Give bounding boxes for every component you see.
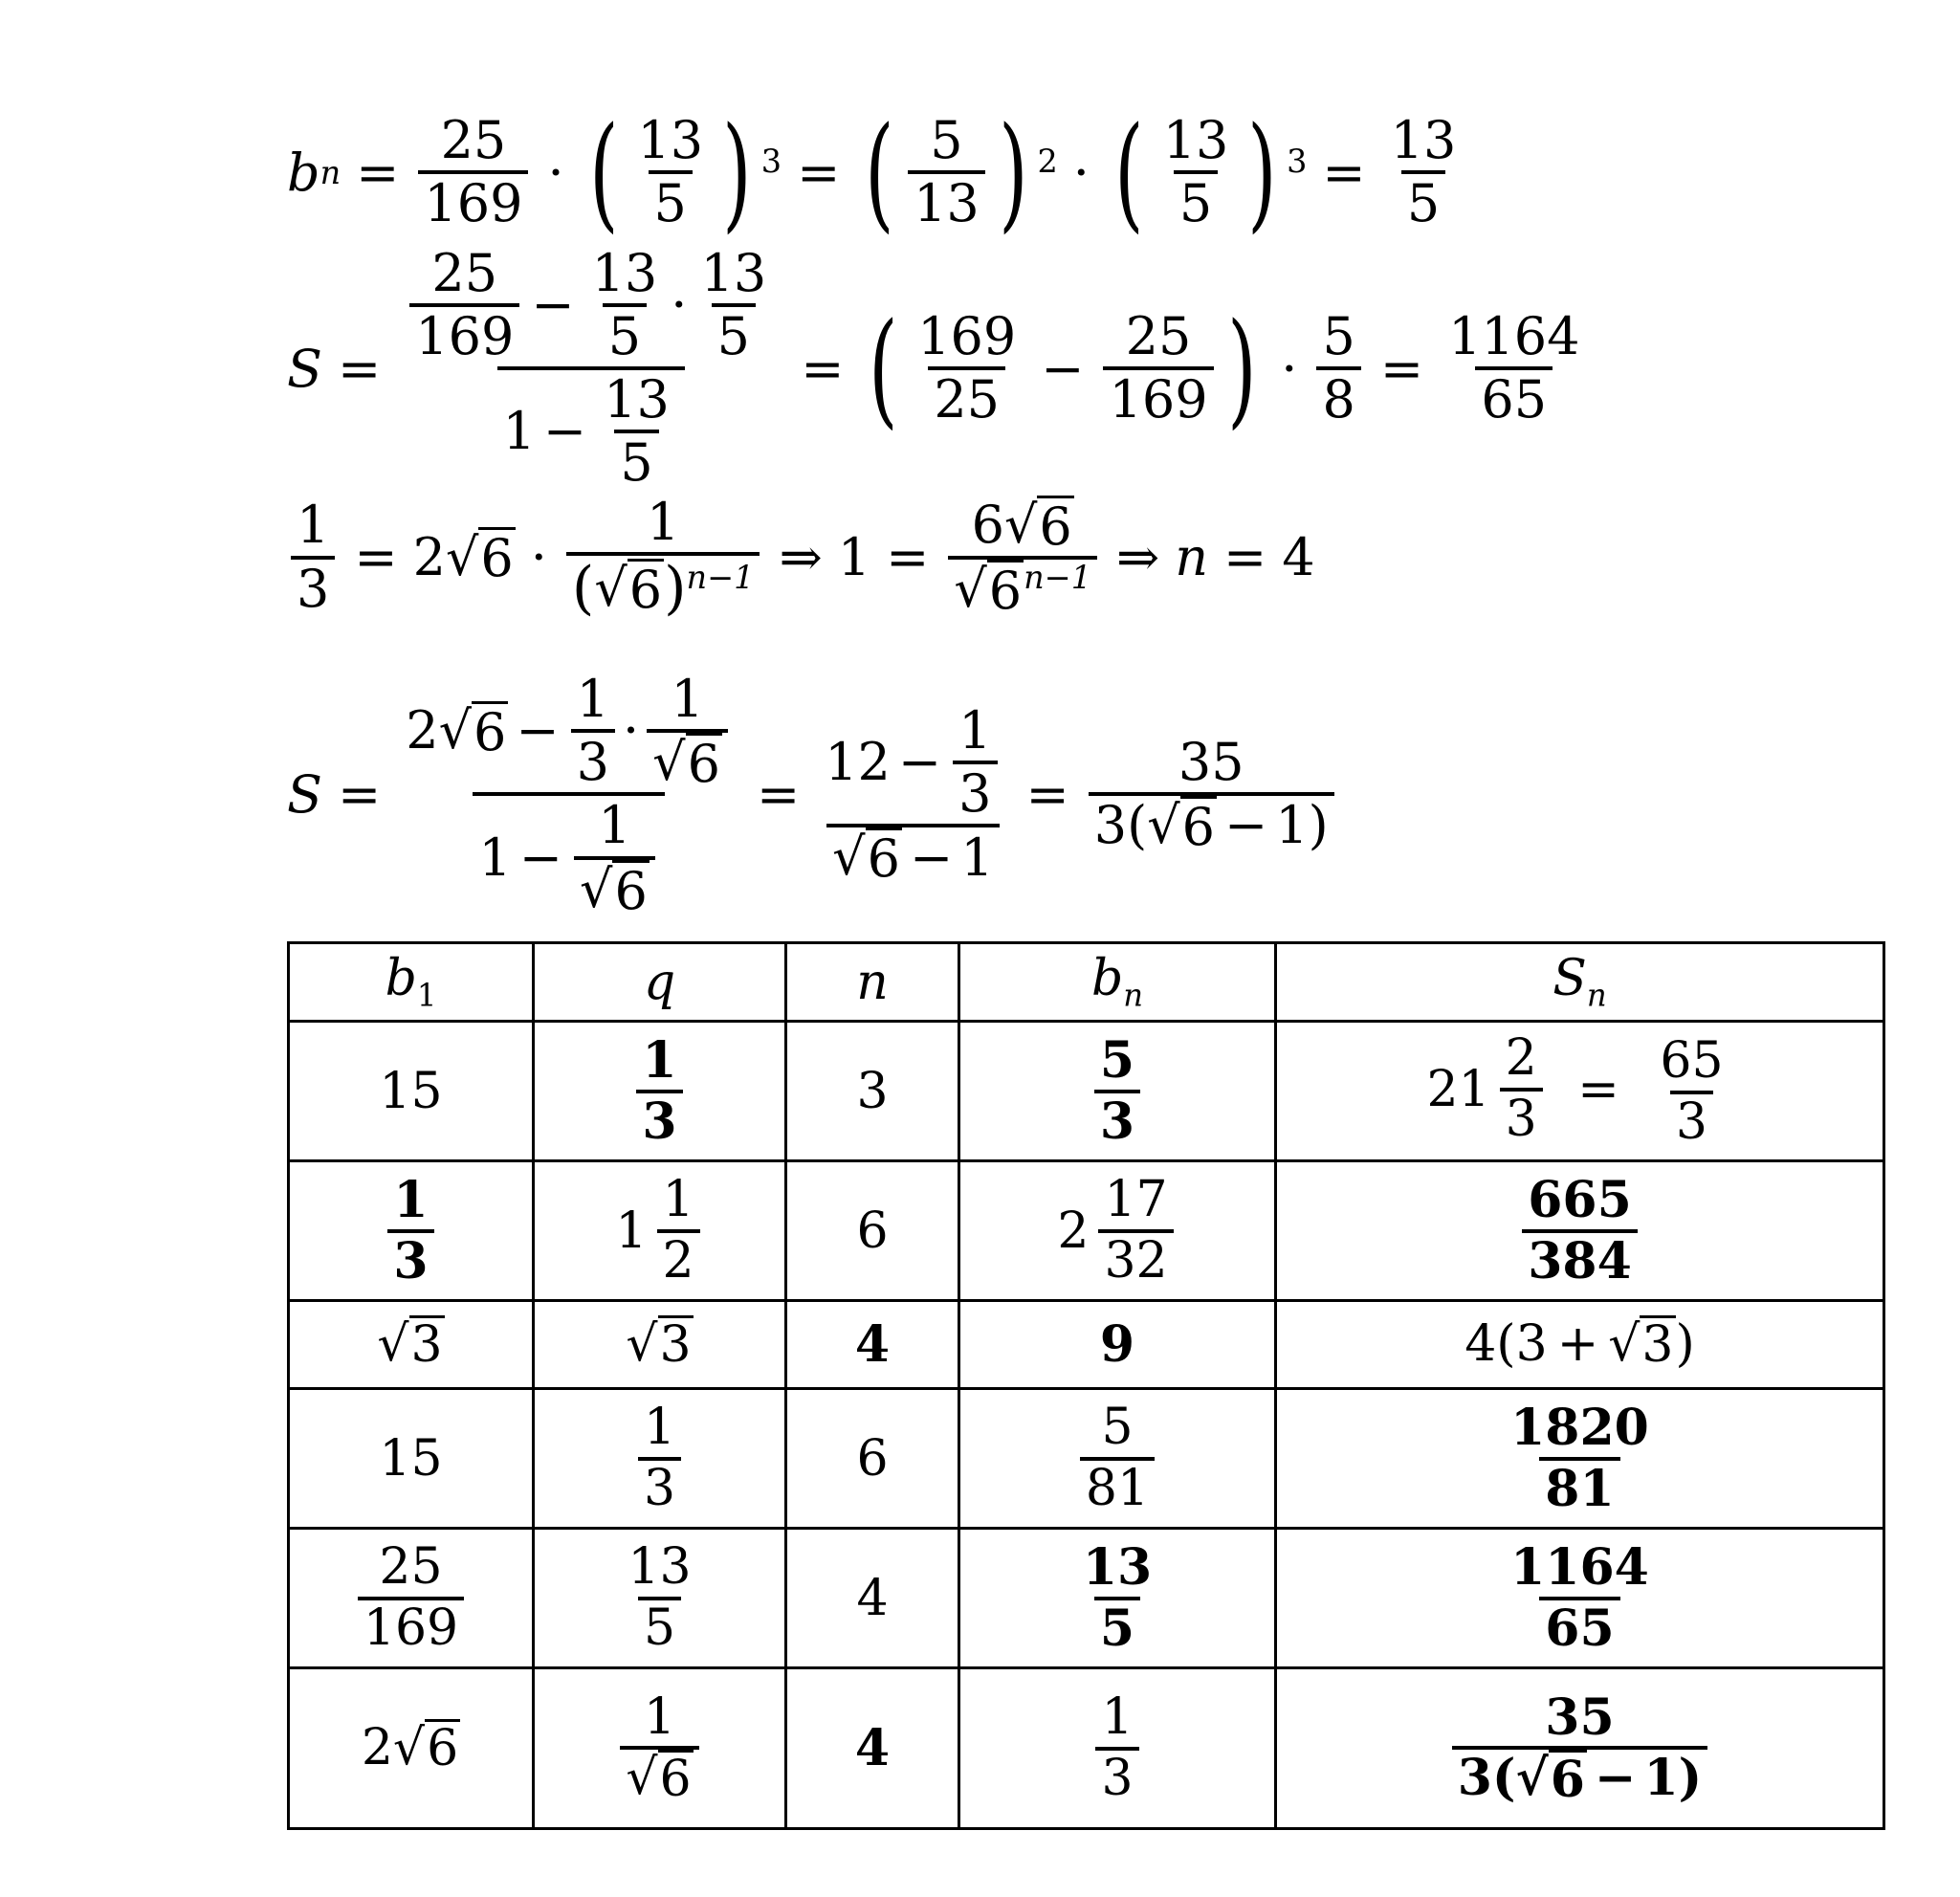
cell-b1: 15: [289, 1389, 534, 1529]
table-row: [289, 1301, 1884, 1389]
cell-sn: 4(3 + √ 3 ): [1276, 1301, 1884, 1389]
equation-s-1: S = $\frac{25}{169}$ − $\frac{13}{5}$ · $\frac{13}{5}$ 1 − $\frac{13}{5}$ = ( $\frac{169}{25}$ − $\frac{25}{169}$ ) · $\frac{5}{8}$ = $\frac{1164}{65}$: [287, 244, 1590, 493]
eq2-multiplier: $\frac{5}{8}$: [1316, 307, 1360, 430]
cell-n: 6: [786, 1389, 959, 1529]
header-n: n: [786, 943, 959, 1022]
table-row: [289, 1529, 1884, 1668]
eq1-lhs: b: [287, 142, 320, 203]
cell-bn: 2 $\frac{17}{32}$: [959, 1161, 1276, 1301]
cell-q: $\frac{1}{3}$: [534, 1022, 786, 1161]
cell-bn: $\frac{1}{3}$: [959, 1668, 1276, 1829]
header-sn: $S_n$: [1276, 943, 1884, 1022]
cell-b1: $\frac{25}{169}$: [289, 1529, 534, 1668]
cell-sn: 21 $\frac{2}{3}$ = $\frac{65}{3}$: [1276, 1022, 1884, 1161]
cell-n: 4: [786, 1529, 959, 1668]
eq4-fraction-2: 12 − $\frac{1}{3}$ √ 6 − 1: [819, 701, 1006, 888]
eq4-big-fraction: 2 √ 6 − $\frac{1}{3}$ · 1 √ 6 1 − 1 √ 6: [400, 670, 738, 919]
cell-bn: $\frac{5}{81}$: [959, 1389, 1276, 1529]
eq2-big-fraction: $\frac{25}{169}$ − $\frac{13}{5}$ · $\frac{13}{5}$ 1 − $\frac{13}{5}$: [400, 244, 782, 493]
eq1-power-3: ( $\frac{13}{5}$ ) $^3$: [1114, 99, 1308, 245]
cell-b1: 2 √ 6: [289, 1668, 534, 1829]
cell-sn: $\frac{1164}{65}$: [1276, 1529, 1884, 1668]
eq1-power-2: ( $\frac{5}{13}$ ) $^2$: [865, 99, 1058, 245]
header-bn: $b_n$: [959, 943, 1276, 1022]
cell-sn: $\frac{1820}{81}$: [1276, 1389, 1884, 1529]
table-row: [289, 1668, 1884, 1829]
cell-n: 4: [786, 1301, 959, 1389]
eq1-power-1: ( $\frac{13}{5}$ ) $^3$: [588, 99, 782, 245]
table-header-row: [289, 943, 1884, 1022]
cell-q: 1 √ 6: [534, 1668, 786, 1829]
table-row: [289, 1389, 1884, 1529]
header-q: q: [534, 943, 786, 1022]
eq4-lhs: S: [287, 763, 322, 825]
eq3-fraction: 1 ( √ 6 ) $^{n-1}$: [566, 493, 760, 622]
equation-bn: b n = $\frac{25}{169}$ · ( $\frac{13}{5}$ ) $^3$ = ( $\frac{5}{13}$ ) $^2$ · ( $\frac{13}{5}$ ) $^3$ = $\frac{13}{5}$: [287, 110, 1465, 234]
cell-n: 3: [786, 1022, 959, 1161]
cell-b1: √ 3: [289, 1301, 534, 1389]
eq1-result: $\frac{13}{5}$: [1390, 109, 1457, 233]
header-b1: $b_1$: [289, 943, 534, 1022]
eq2-result: $\frac{1164}{65}$: [1448, 306, 1580, 430]
table-row: [289, 1161, 1884, 1301]
cell-sn: $\frac{665}{384}$: [1276, 1161, 1884, 1301]
cell-bn: $\frac{13}{5}$: [959, 1529, 1276, 1668]
cell-b1: 15: [289, 1022, 534, 1161]
eq1-lhs-sub: n: [319, 153, 341, 191]
eq3-fraction-2: 6 √ 6 √ 6 $^{n-1}$: [948, 496, 1097, 619]
cell-b1: $\frac{1}{3}$: [289, 1161, 534, 1301]
cell-bn: 9: [959, 1301, 1276, 1389]
cell-bn: $\frac{5}{3}$: [959, 1022, 1276, 1161]
cell-q: $\frac{13}{5}$: [534, 1529, 786, 1668]
progression-table: [287, 941, 1885, 1830]
equation-s-2: S = 2 √ 6 − $\frac{1}{3}$ · 1 √ 6 1 − 1 √ 6 = 12 − $\frac{1}{3}$ √ 6 − 1 = 35 3 ( √ 6 − 1 ): [287, 670, 1338, 919]
eq4-result: 35 3 ( √ 6 − 1 ): [1089, 733, 1334, 855]
eq2-lhs: S: [287, 338, 322, 399]
equation-n: $\frac{1}{3}$ = 2 √ 6 · 1 ( √ 6 ) $^{n-1}$ ⇒ 1 = 6 √ 6 √ 6 $^{n-1}$ ⇒ n = 4: [287, 493, 1315, 622]
cell-q: $\frac{1}{3}$: [534, 1389, 786, 1529]
cell-sn: 35 3 ( √ 6 − 1 ): [1276, 1668, 1884, 1829]
eq2-parenthesis: ( $\frac{169}{25}$ − $\frac{25}{169}$ ): [869, 296, 1257, 442]
eq1-fraction-1: $\frac{25}{169}$: [418, 111, 528, 233]
table-row: [289, 1022, 1884, 1161]
eq3-lhs: $\frac{1}{3}$: [291, 496, 335, 618]
cell-n: 4: [786, 1668, 959, 1829]
cell-q: √ 3: [534, 1301, 786, 1389]
cell-q: 1 $\frac{1}{2}$: [534, 1161, 786, 1301]
cell-n: 6: [786, 1161, 959, 1301]
